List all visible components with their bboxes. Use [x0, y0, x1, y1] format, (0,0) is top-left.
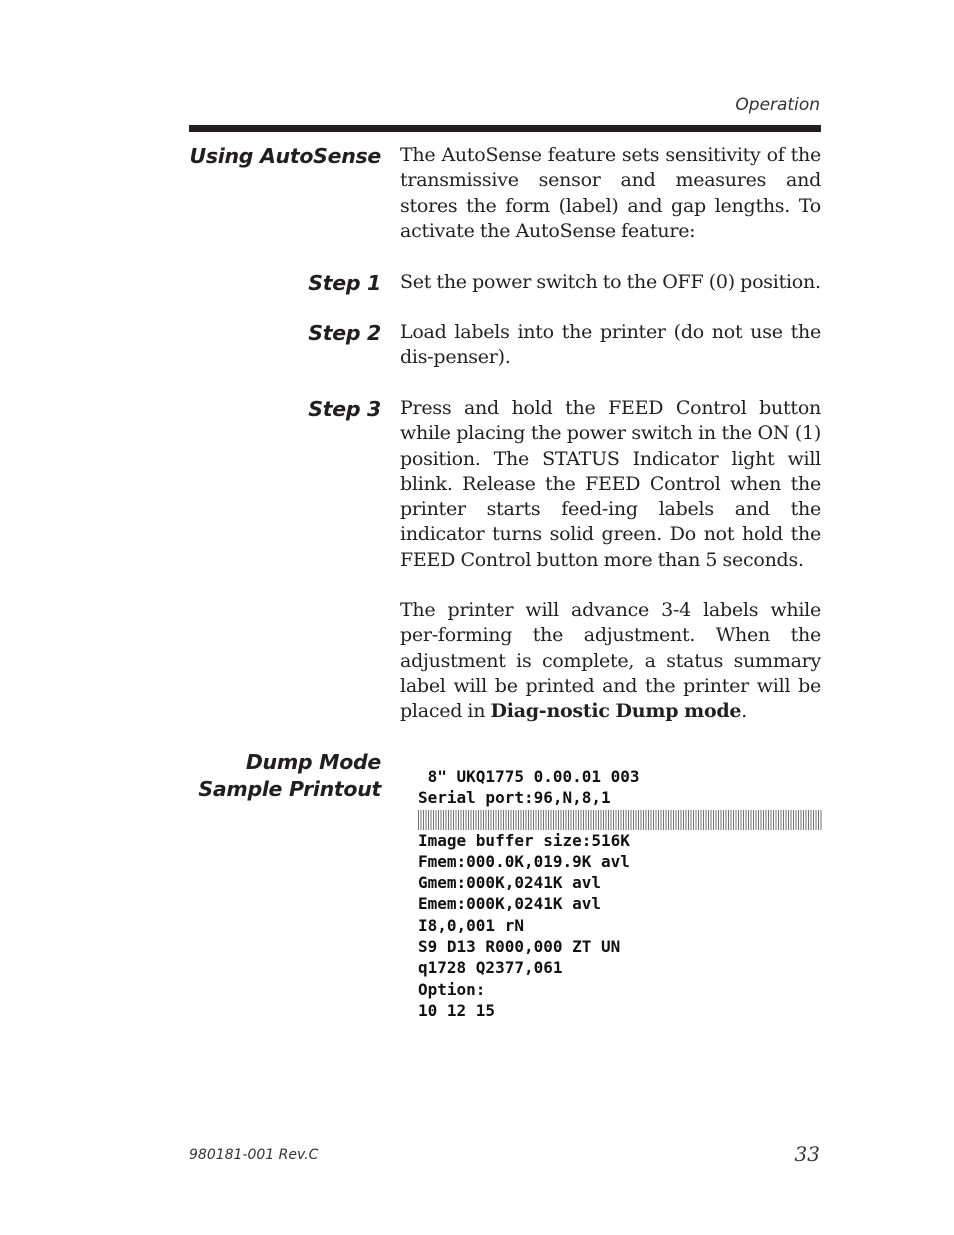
- diagnostic-dump-mode: Diag-nostic Dump mode: [490, 700, 742, 723]
- printout-line: q1728 Q2377,061: [418, 958, 563, 978]
- printout-line: Fmem:000.0K,019.9K avl: [418, 851, 630, 871]
- printout-line: S9 D13 R000,000 ZT UN: [418, 937, 621, 957]
- dump-heading-line1: Dump Mode: [245, 750, 381, 774]
- step-3-text: Press and hold the FEED Control button while placing the power switch in the ON (1) position. The STATUS Indicator light will blink. Release the FEED Control when the printer starts feed-ing labels and the indicator turns solid green. Do not hold the FEED Control button more than 5 seconds.: [400, 397, 821, 571]
- followup-paragraph: [400, 598, 821, 724]
- autosense-intro: The AutoSense feature sets sensitivity of the transmissive sensor and measures and stores the form (label) and gap lengths. To activate the AutoSense feature:: [400, 144, 821, 242]
- printout-line: 8" UKQ1775 0.00.01 003: [418, 767, 640, 786]
- printout-line: I8,0,001 rN: [418, 915, 524, 935]
- printout-line: Image buffer size:516K: [418, 830, 630, 850]
- printout-line: Emem:000K,0241K avl: [418, 894, 602, 914]
- running-head: Operation: [735, 95, 820, 115]
- header-rule: [189, 125, 821, 132]
- section-heading-dump: [181, 749, 381, 803]
- sample-printout: [418, 766, 822, 1021]
- section-heading-autosense: Using AutoSense: [189, 144, 381, 168]
- step-2-text: Load labels into the printer (do not use the dis-penser).: [400, 321, 821, 369]
- step-2-label: Step 2: [308, 321, 381, 345]
- printout-test-pattern: [418, 810, 822, 830]
- step-3-label: Step 3: [308, 397, 381, 421]
- followup-text-after: .: [741, 700, 748, 723]
- step-1-text: Set the power switch to the OFF (0) position.: [400, 271, 821, 293]
- printout-line: Option:: [418, 979, 486, 999]
- printout-line: 10 12 15: [418, 1000, 496, 1020]
- printout-line: Serial port:96,N,8,1: [418, 788, 611, 808]
- document-number: 980181-001 Rev.C: [189, 1147, 319, 1163]
- page-number: 33: [794, 1142, 820, 1166]
- printout-line: Gmem:000K,0241K avl: [418, 873, 602, 893]
- followup-text-before: The printer will advance 3-4 labels while per-forming the adjustment. When the adjustment is complete, a status summary label will be printed and the printer will be placed in: [400, 599, 821, 723]
- dump-heading-line2: Sample Printout: [198, 777, 381, 801]
- step-1-label: Step 1: [308, 271, 381, 295]
